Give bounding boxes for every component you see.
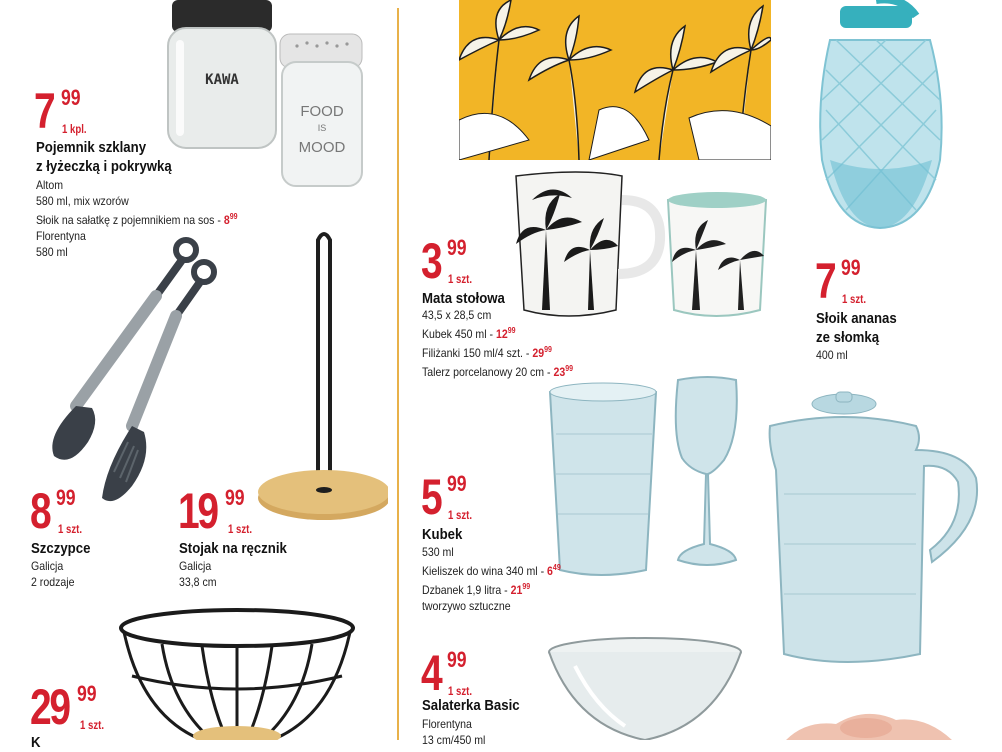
stojak-title: Stojak na ręcznik [179, 540, 287, 557]
salaterka-title: Salaterka Basic [422, 697, 520, 714]
jar-label-food: FOOD [300, 103, 344, 120]
kosz-unit: 1 szt. [80, 718, 105, 732]
palm-mugs-image [512, 170, 780, 322]
glassware-image [544, 374, 984, 674]
stojak-description: Galicja 33,8 cm [179, 559, 217, 589]
stojak-price: 19 99 [178, 483, 245, 539]
column-divider [397, 8, 399, 740]
sloik-description: 400 ml [816, 348, 848, 362]
pineapple-jar-image [806, 0, 956, 232]
salaterka-description: Florentyna 13 cm/450 ml [422, 717, 486, 747]
salaterka-price: 4 99 [421, 645, 467, 701]
mata-unit: 1 szt. [448, 272, 473, 286]
sloik-title: Słoik ananas ze słomką [816, 310, 897, 346]
mata-title: Mata stołowa [422, 290, 505, 307]
pink-item-image [776, 706, 956, 740]
pojemnik-title: Pojemnik szklany z łyżeczką i pokrywką [36, 139, 172, 175]
tongs-image [36, 236, 226, 516]
placemat-image [459, 0, 771, 160]
glass-bowl-image [545, 636, 745, 740]
kosz-title: K [31, 734, 41, 751]
mata-price: 3 99 [421, 233, 467, 289]
sloik-price: 7 99 [815, 253, 861, 309]
pojemnik-description: Altom 580 ml, mix wzorów Słoik na sałatkę z pojemnikiem na sos - $8^{99}$ Florentyna 580 ml [36, 178, 238, 259]
pojemnik-price: 7 99 [34, 83, 81, 139]
glass-jars-image [162, 0, 372, 192]
sloik-unit: 1 szt. [842, 292, 867, 306]
kubek-title: Kubek [422, 526, 463, 543]
stojak-unit: 1 szt. [228, 522, 253, 536]
jar-label-is: IS [317, 123, 327, 133]
kosz-price: 29 99 [30, 679, 97, 735]
szczypce-title: Szczypce [31, 540, 91, 557]
szczypce-price: 8 99 [30, 483, 76, 539]
towel-holder-image [252, 226, 388, 538]
szczypce-description: Galicja 2 rodzaje [31, 559, 75, 589]
pojemnik-unit: 1 kpl. [62, 122, 87, 136]
kubek-unit: 1 szt. [448, 508, 473, 522]
kubek-price: 5 99 [421, 469, 467, 525]
jar-label-mood: MOOD [298, 139, 346, 156]
salaterka-unit: 1 szt. [448, 684, 473, 698]
mata-description: 43,5 x 28,5 cm Kubek 450 ml - $12^{99}$ Filiżanki 150 ml/4 szt. - $29^{99}$ Talerz porcelanowy 20 cm - $23^{99}$ [422, 308, 574, 379]
kubek-description: 530 ml Kieliszek do wina 340 ml - $6^{49}$ Dzbanek 1,9 litra - $21^{99}$ tworzywo sztuczne [422, 545, 561, 613]
szczypce-unit: 1 szt. [58, 522, 83, 536]
fruit-basket-image [112, 606, 362, 740]
jar-label-kawa: KAWA [205, 72, 239, 88]
